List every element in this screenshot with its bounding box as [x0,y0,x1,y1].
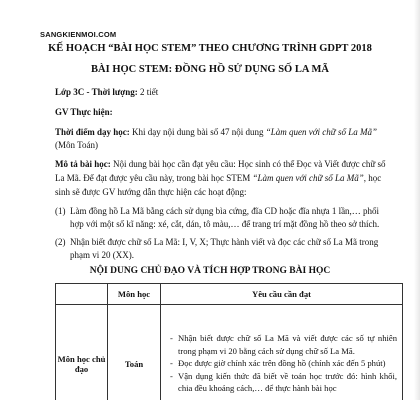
lesson-title: BÀI HỌC STEM: ĐỒNG HỒ SỬ DỤNG SỐ LA MÃ [91,64,329,75]
activity-2-line-2: phạm vi 20 (XX). [70,250,134,260]
teacher-line: GV Thực hiện: [55,107,113,117]
description-label: Mô tả bài học: [55,159,111,169]
timing-italic: “Làm quen với chữ số La Mã” [265,127,377,137]
activity-1-text-1: Làm đồng hồ La Mã bằng cách sử dụng bìa cứng, đĩa CD hoặc đĩa nhựa 1 lần,… phối [70,206,380,216]
document-title: KẾ HOẠCH “BÀI HỌC STEM” THEO CHƯƠNG TRÌNH GDPT 2018 [48,43,372,54]
site-watermark: SANGKIENMOI.COM [40,30,117,39]
description-text-1: Nội dung bài học cần đạt yêu cầu: Học sinh có thể Đọc và Viết được chữ số [110,159,386,169]
table-header-cell [56,284,108,305]
description-italic: “Làm quen với chữ số La Mã” [252,173,364,183]
class-duration-line [55,86,400,98]
table-header-cell: Yêu cầu cần đạt [161,284,403,305]
activity-2-number: (2) [55,237,66,247]
class-value: 2 tiết [137,87,159,97]
description-line-2 [55,172,400,184]
list-item: - Nhận biết được chữ số La Mã và viết được các số tự nhiên trong phạm vi 20 bằng cách sử dụng chữ số La Mã. [170,332,397,357]
table-header-cell: Môn học [108,284,161,305]
activity-1-line-2: hợp với một số kĩ năng: xé, cắt, dán, tô màu,… để trang trí mặt đồng hồ theo sở thích. [70,219,380,229]
table-header-row [56,284,403,305]
class-label: Lớp 3C - Thời lượng: [55,87,138,97]
description-line-1 [55,158,400,170]
list-item: - Vận dụng kiến thức đã biết về toán học trước đó: hình khối, chia đều khoảng cách,… để thực hành bài học [170,370,397,395]
activity-1-line-1 [55,205,400,217]
content-table [55,283,403,400]
section-title: NỘI DUNG CHỦ ĐẠO VÀ TÍCH HỢP TRONG BÀI HỌC [89,266,331,276]
page-edge-shadow [414,0,420,400]
list-item: - Đọc được giờ chính xác trên đồng hồ (chính xác đến 5 phút) [170,357,397,370]
timing-text: Khi dạy nội dung bài số 47 nội dung [129,127,266,137]
activity-1-number: (1) [55,206,66,216]
description-line-3: sinh sẽ được GV hướng dẫn thực hiện các hoạt động: [55,187,247,197]
activity-2-text-1: Nhận biết được chữ số La Mã: I, V, X; Thực hành viết và đọc các chữ số La Mã trong [70,237,379,247]
requirements-list [162,332,401,395]
timing-line [55,126,400,138]
description-text-2a: La Mã. Để đạt được yêu cầu này, trong bài học STEM [55,173,253,183]
table-cell-requirements [161,305,403,400]
timing-label: Thời điểm dạy học: [55,127,130,137]
table-cell-subject: Toán [108,305,161,400]
timing-subject: (Môn Toán) [55,140,98,150]
description-text-2b: , học [363,173,382,183]
table-cell-group: Môn học chủ đạo [56,305,108,400]
table-row [56,305,403,400]
activity-2-line-1 [55,236,400,248]
